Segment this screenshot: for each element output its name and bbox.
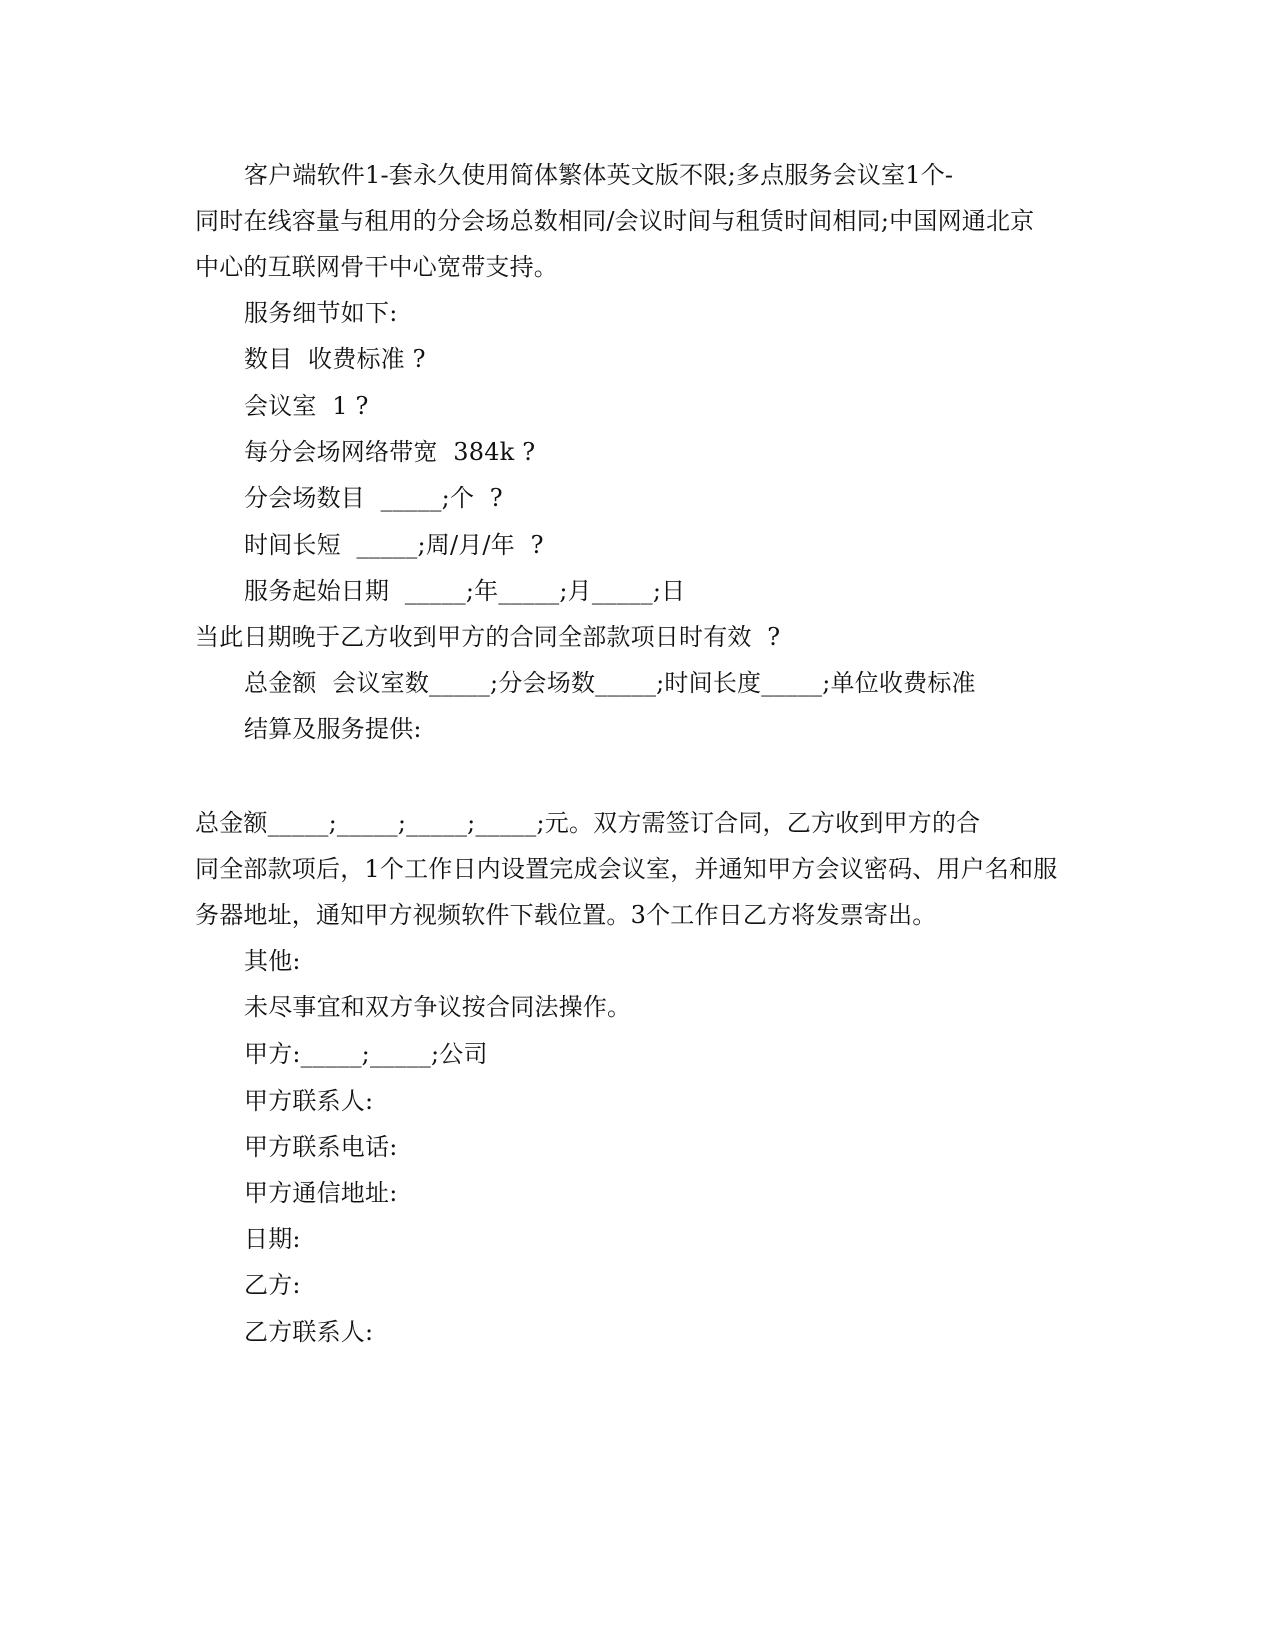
settlement-paragraph-line-1: 总金额_____;_____;_____;_____;元。双方需签订合同，乙方收到甲方的合 [195,809,981,837]
service-row-branch-count: 分会场数目 _____;个 ? [244,484,503,512]
party-a-company: 甲方:_____;_____;公司 [244,1040,488,1068]
settlement-paragraph-line-2: 同全部款项后，1个工作日内设置完成会议室，并通知甲方会议密码、用户名和服 [195,855,1058,883]
party-b-label: 乙方: [244,1271,301,1299]
party-a-address: 甲方通信地址: [244,1179,398,1207]
service-row-rooms: 会议室 1 ? [244,392,369,420]
paragraph-software-line-1: 客户端软件1-套永久使用简体繁体英文版不限;多点服务会议室1个- [244,161,954,189]
service-row-bandwidth: 每分会场网络带宽 384k ? [244,438,536,466]
service-table-header: 数目 收费标准 ? [244,345,426,373]
settlement-heading: 结算及服务提供: [244,715,422,743]
service-row-total: 总金额 会议室数_____;分会场数_____;时间长度_____;单位收费标准 [244,669,976,697]
service-row-duration: 时间长短 _____;周/月/年 ? [244,531,544,559]
other-clause: 未尽事宜和双方争议按合同法操作。 [244,993,632,1021]
party-a-contact: 甲方联系人: [244,1087,374,1115]
service-details-heading: 服务细节如下: [244,299,398,327]
paragraph-software-line-3: 中心的互联网骨干中心宽带支持。 [195,253,558,281]
party-a-phone: 甲方联系电话: [244,1133,398,1161]
service-start-date-note: 当此日期晚于乙方收到甲方的合同全部款项日时有效 ? [195,623,781,651]
paragraph-software-line-2: 同时在线容量与租用的分会场总数相同/会议时间与租赁时间相同;中国网通北京 [195,207,1035,235]
date-label: 日期: [244,1225,301,1253]
service-row-start-date: 服务起始日期 _____;年_____;月_____;日 [244,577,686,605]
settlement-paragraph-line-3: 务器地址，通知甲方视频软件下载位置。3个工作日乙方将发票寄出。 [195,901,937,929]
other-heading: 其他: [244,947,301,975]
party-b-contact: 乙方联系人: [244,1318,374,1346]
